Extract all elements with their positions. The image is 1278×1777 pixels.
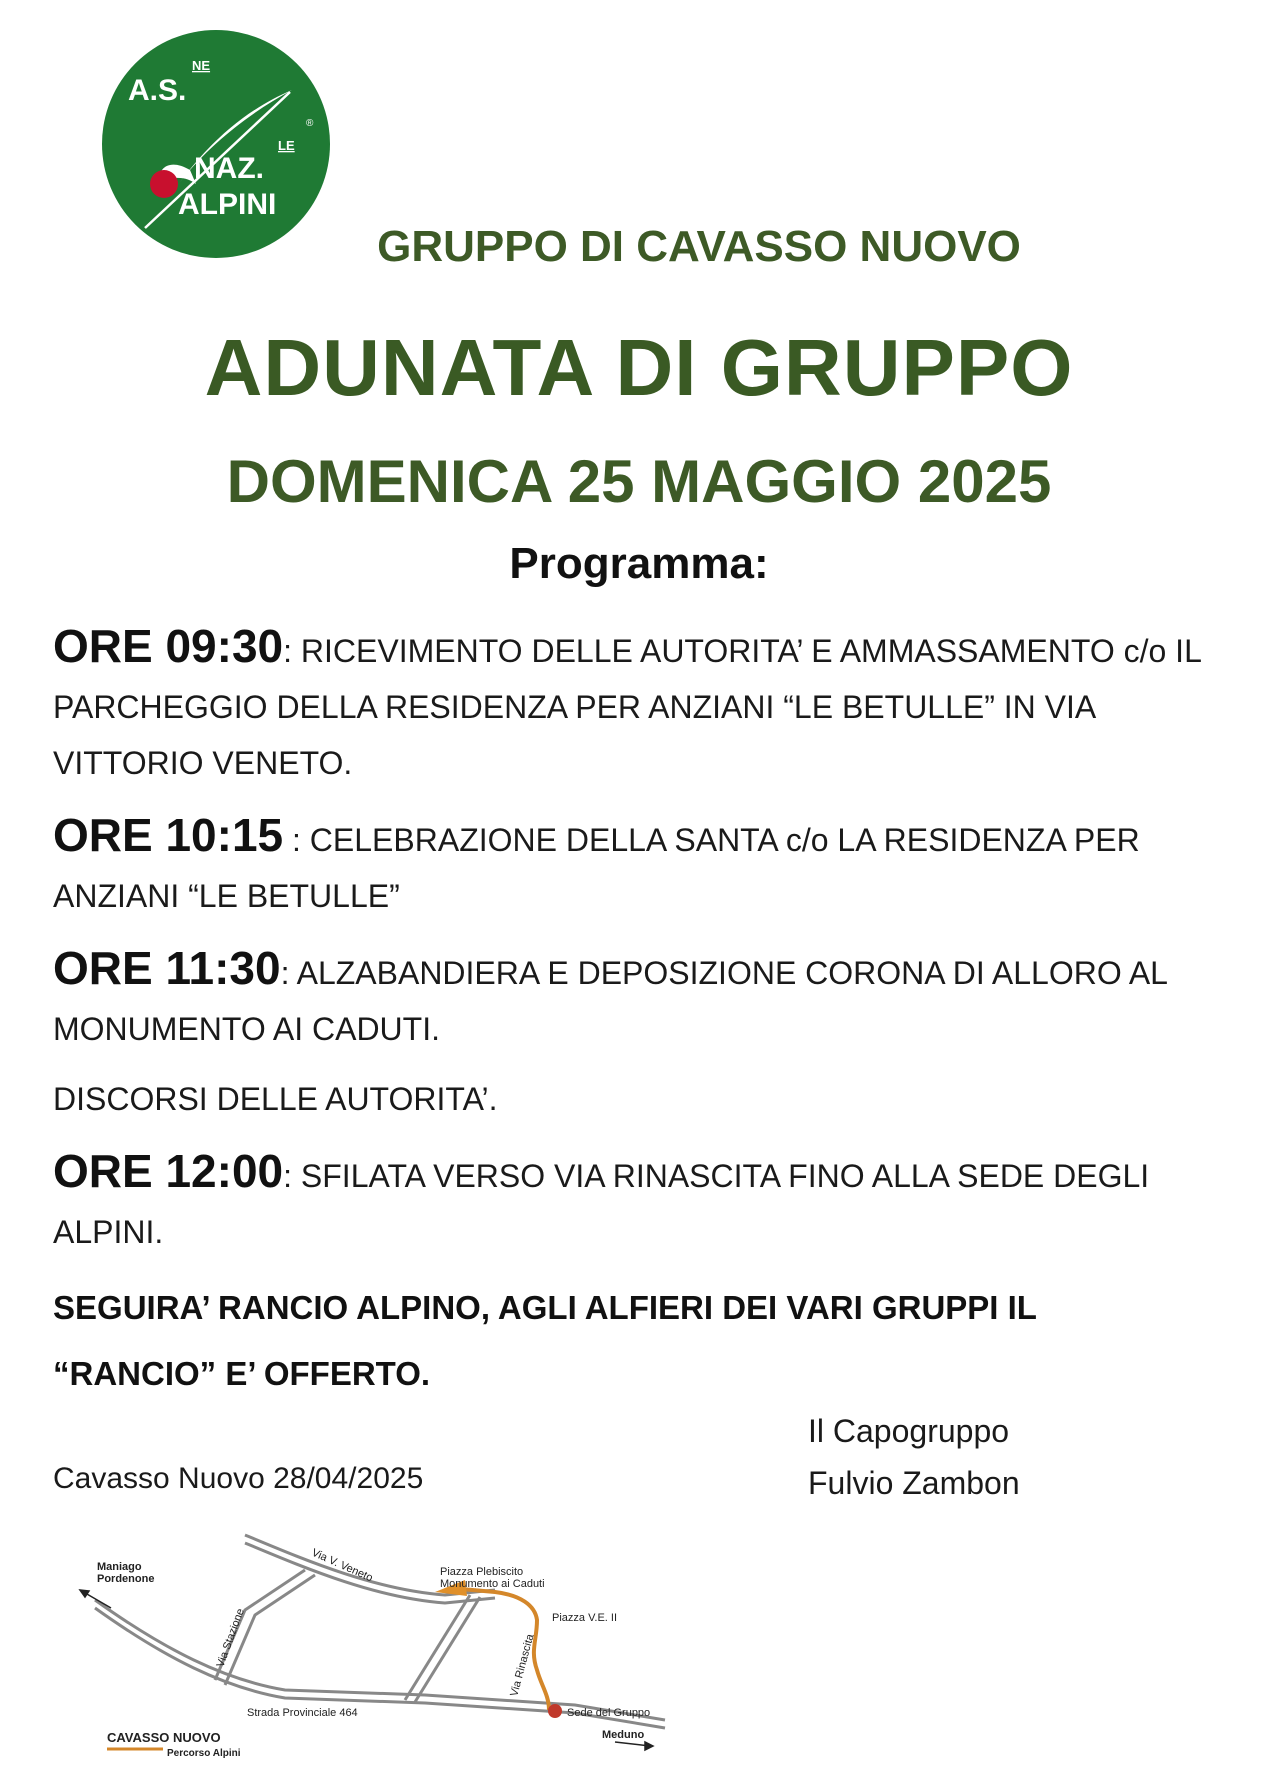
program-list bbox=[53, 618, 1243, 1276]
map-label-strada-provinciale: Strada Provinciale 464 bbox=[247, 1707, 358, 1719]
program-separator: : bbox=[283, 633, 301, 669]
logo-text-as: A.S. bbox=[128, 74, 187, 107]
signature-role: Il Capogruppo bbox=[808, 1413, 1010, 1449]
signature bbox=[808, 1405, 1020, 1509]
closing-line-2: “RANCIO” E’ OFFERTO. bbox=[53, 1355, 431, 1392]
map-label-sede: Sede del Gruppo bbox=[567, 1707, 651, 1719]
map-label-pordenone: Pordenone bbox=[97, 1573, 155, 1585]
map-label-maniago: Maniago bbox=[97, 1561, 142, 1573]
program-separator: : bbox=[283, 822, 310, 858]
map-label-monumento: Monumento ai Caduti bbox=[440, 1578, 545, 1590]
program-label: Programma: bbox=[509, 539, 769, 588]
page-title: ADUNATA DI GRUPPO bbox=[204, 323, 1074, 412]
map-label-piazza-plebiscito: Piazza Plebiscito bbox=[440, 1566, 524, 1578]
program-time: ORE 11:30 bbox=[53, 942, 281, 994]
program-text: RICEVIMENTO DELLE AUTORITA’ E AMMASSAMENTO c/o IL PARCHEGGIO DELLA RESIDENZA PER ANZIANI “LE BETULLE” IN VIA VITTORIO VENETO. bbox=[53, 633, 1201, 781]
map-label-via-stazione: Via Stazione bbox=[214, 1607, 247, 1670]
program-text: ALZABANDIERA E DEPOSIZIONE CORONA DI ALLORO AL MONUMENTO AI CADUTI. bbox=[53, 955, 1167, 1047]
program-time: ORE 10:15 bbox=[53, 809, 284, 861]
program-item bbox=[53, 807, 1243, 924]
map-label-town: CAVASSO NUOVO bbox=[107, 1730, 221, 1745]
program-separator: : bbox=[280, 955, 297, 991]
program-text: CELEBRAZIONE DELLA SANTA c/o LA RESIDENZA PER ANZIANI “LE BETULLE” bbox=[53, 822, 1140, 914]
map-label-meduno: Meduno bbox=[602, 1729, 645, 1741]
signature-name: Fulvio Zambon bbox=[808, 1465, 1020, 1501]
arrow-meduno-head-icon bbox=[645, 1742, 653, 1750]
program-text: SFILATA VERSO VIA RINASCITA FINO ALLA SEDE DEGLI ALPINI. bbox=[53, 1158, 1150, 1250]
map-roads bbox=[95, 1535, 665, 1728]
logo-text-ne: NE bbox=[192, 58, 211, 73]
map-label-via-veneto: Via V. Veneto bbox=[309, 1546, 375, 1585]
map-label-via-rinascita: Via Rinascita bbox=[508, 1632, 537, 1698]
logo-text-le: LE bbox=[278, 138, 295, 153]
program-time: ORE 12:00 bbox=[53, 1145, 284, 1197]
logo-text-alpini: ALPINI bbox=[178, 188, 277, 221]
program-item bbox=[53, 940, 1243, 1127]
group-title: GRUPPO DI CAVASSO NUOVO bbox=[377, 222, 1021, 271]
closing-line-1: SEGUIRA’ RANCIO ALPINO, AGLI ALFIERI DEI VARI GRUPPI IL bbox=[53, 1289, 1037, 1326]
map-legend-label: Percorso Alpini bbox=[167, 1748, 241, 1759]
map-route-alpini bbox=[450, 1588, 549, 1710]
program-separator: : bbox=[283, 1158, 301, 1194]
program-extra: DISCORSI DELLE AUTORITA’. bbox=[53, 1081, 498, 1117]
map-sede-marker-icon bbox=[548, 1704, 562, 1718]
map-label-piazza-ve: Piazza V.E. II bbox=[552, 1612, 618, 1624]
program-item bbox=[53, 1143, 1243, 1260]
program-item bbox=[53, 618, 1243, 791]
arrow-maniago-head-icon bbox=[80, 1590, 89, 1597]
logo-registered-mark: ® bbox=[306, 118, 314, 129]
logo-red-pompom bbox=[150, 170, 178, 198]
place-date: Cavasso Nuovo 28/04/2025 bbox=[53, 1462, 424, 1495]
map-road-cross-edge bbox=[415, 1597, 480, 1702]
program-time: ORE 09:30 bbox=[53, 620, 284, 672]
event-date: DOMENICA 25 MAGGIO 2025 bbox=[226, 448, 1052, 515]
logo-text-naz: NAZ. bbox=[194, 152, 264, 185]
closing-note bbox=[53, 1275, 1243, 1407]
map-road-cross bbox=[405, 1595, 470, 1700]
route-map bbox=[75, 1520, 775, 1760]
